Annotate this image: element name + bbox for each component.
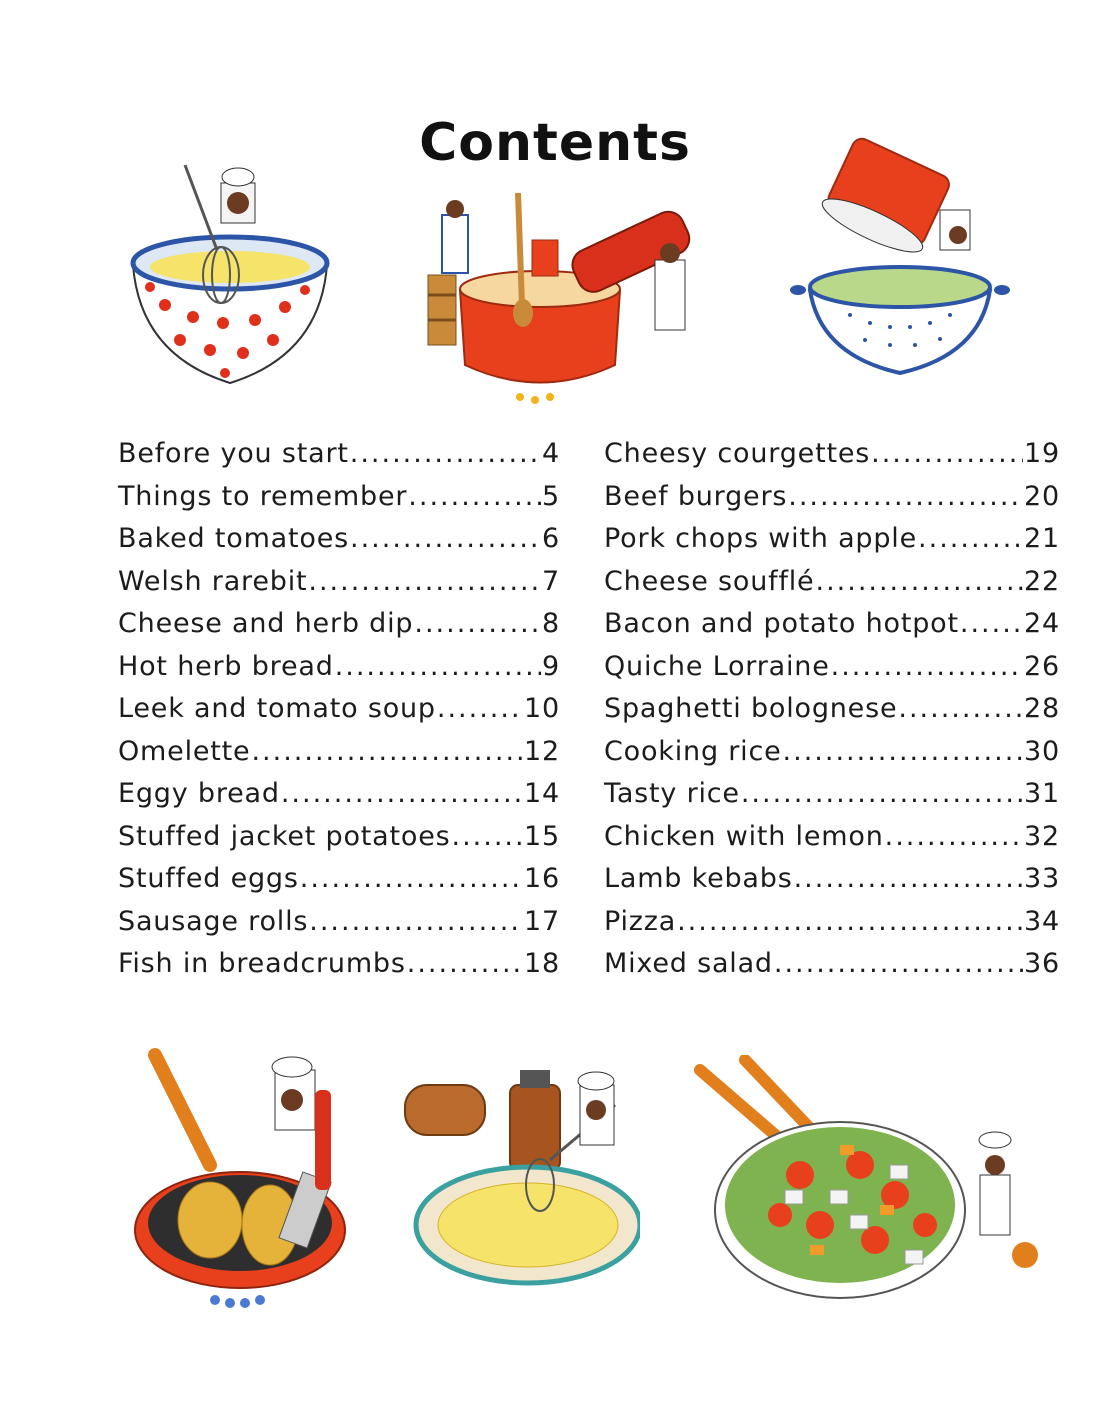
toc-entry[interactable]: Quiche Lorraine ..... 26 [604, 651, 1060, 694]
toc-entry[interactable]: Lamb kebabs ..... 33 [604, 863, 1060, 906]
toc-entry[interactable]: Cooking rice ..... 30 [604, 736, 1060, 779]
toc-entry[interactable]: Tasty rice ..... 31 [604, 778, 1060, 821]
toc-entry[interactable]: Spaghetti bolognese ..... 28 [604, 693, 1060, 736]
toc-entry[interactable]: Cheese soufflé ..... 22 [604, 566, 1060, 609]
toc-entry[interactable]: Leek and tomato soup ..... 10 [118, 693, 560, 736]
omelette-plate-illustration [400, 1065, 640, 1290]
toc-entry[interactable]: Stuffed eggs ..... 16 [118, 863, 560, 906]
toc-entry[interactable]: Pork chops with apple ..... 21 [604, 523, 1060, 566]
toc-entry[interactable]: Eggy bread ..... 14 [118, 778, 560, 821]
toc-entry[interactable]: Fish in breadcrumbs ..... 18 [118, 948, 560, 991]
toc-entry[interactable]: Pizza ..... 34 [604, 906, 1060, 949]
toc-right-column [604, 438, 1060, 991]
toc-entry[interactable]: Hot herb bread ..... 9 [118, 651, 560, 694]
toc-entry[interactable]: Before you start ..... 4 [118, 438, 560, 481]
toc-entry[interactable]: Sausage rolls ..... 17 [118, 906, 560, 949]
page-title: Contents [419, 112, 691, 173]
toc-entry[interactable]: Omelette ..... 12 [118, 736, 560, 779]
toc-entry[interactable]: Chicken with lemon ..... 32 [604, 821, 1060, 864]
toc-entry[interactable]: Cheesy courgettes ..... 19 [604, 438, 1060, 481]
toc-entry[interactable]: Mixed salad ..... 36 [604, 948, 1060, 991]
whisk-bowl-illustration [125, 155, 335, 390]
toc-left-column [118, 438, 560, 991]
toc-entry[interactable]: Things to remember ..... 5 [118, 481, 560, 524]
stirring-pot-illustration [420, 185, 715, 405]
toc-entry[interactable]: Stuffed jacket potatoes ..... 15 [118, 821, 560, 864]
toc-entry[interactable]: Cheese and herb dip ..... 8 [118, 608, 560, 651]
toc-entry[interactable]: Beef burgers ..... 20 [604, 481, 1060, 524]
toc-entry[interactable]: Welsh rarebit ..... 7 [118, 566, 560, 609]
toc-entry[interactable]: Bacon and potato hotpot ..... 24 [604, 608, 1060, 651]
toc-entry[interactable]: Baked tomatoes ..... 6 [118, 523, 560, 566]
colander-illustration [790, 135, 1015, 385]
salad-bowl-illustration [690, 1055, 1050, 1310]
frying-pan-illustration [130, 1045, 365, 1315]
